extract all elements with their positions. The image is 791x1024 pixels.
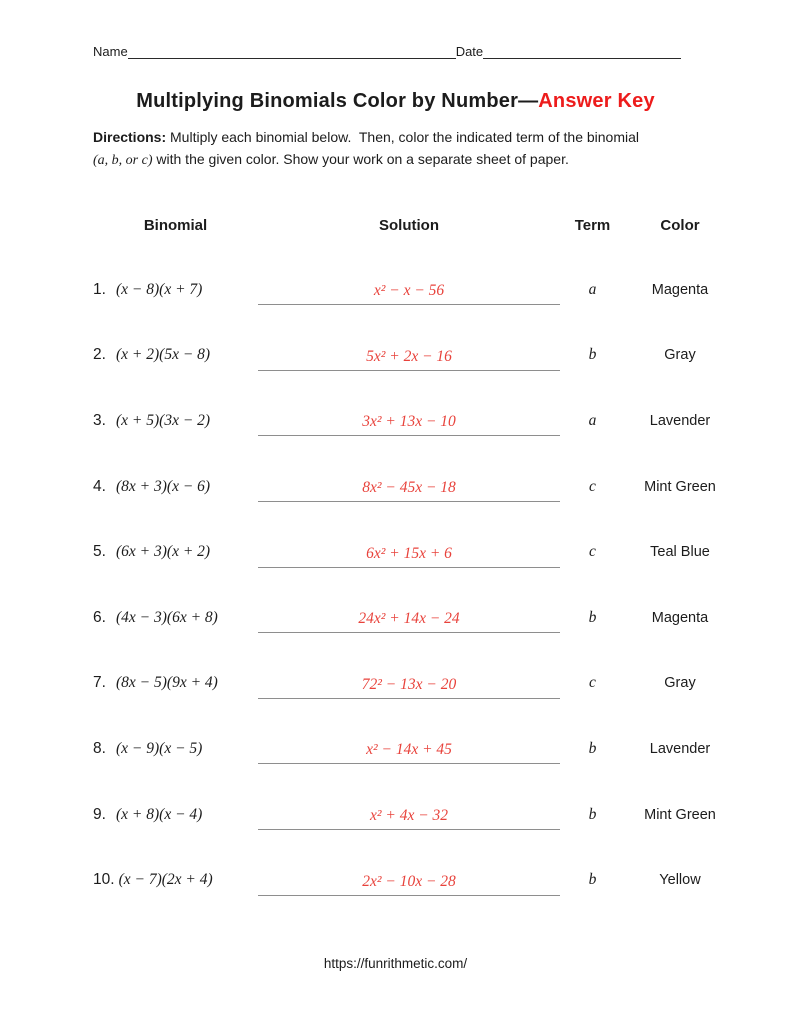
term-cell [560,281,625,299]
column-header-color: Color [660,217,700,234]
binomial-cell [93,740,258,758]
solution-answer: 5x² + 2x − 16 [366,347,452,365]
solution-blank-line[interactable] [258,479,560,502]
term-letter: a [588,280,597,298]
problem-number: 3. [93,411,106,429]
directions-text-2: with the given color. Show your work on a separate sheet of paper. [152,151,569,167]
term-letter: b [588,739,597,757]
name-date-row [93,44,690,59]
binomial-expression: (x − 8)(x + 7) [116,280,203,298]
term-cell [560,674,625,692]
term-cell [560,478,625,496]
binomial-expression: (x − 9)(x − 5) [116,739,203,757]
directions-line-1 [93,126,668,148]
term-cell [560,871,625,889]
color-name: Lavender [649,412,711,429]
directions-label: Directions: [93,129,167,145]
term-letter: b [588,608,597,626]
column-header-binomial: Binomial [143,217,208,234]
solution-blank-line[interactable] [258,348,560,371]
table-body [93,257,735,913]
binomial-cell [93,806,258,824]
problem-number: 6. [93,608,106,626]
solution-blank-line[interactable] [258,676,560,699]
directions [93,126,668,172]
term-letter: c [589,543,596,561]
color-name: Magenta [651,281,709,298]
term-letter: b [588,346,597,364]
problem-number: 9. [93,805,106,823]
binomial-expression: (x − 7)(2x + 4) [118,871,213,889]
binomial-cell [93,871,258,889]
problem-number: 2. [93,346,106,364]
table-row [93,651,735,717]
term-letter: c [589,477,596,495]
table-row [93,716,735,782]
problem-number: 7. [93,674,106,692]
table-row [93,257,735,323]
table-row [93,847,735,913]
title-answer-key-text: Answer Key [538,90,655,112]
solution-blank-line[interactable] [258,610,560,633]
problem-number: 1. [93,280,106,298]
date-label: Date [455,44,484,59]
directions-math-terms: (a, b, or c) [93,153,153,168]
solution-blank-line[interactable] [258,873,560,896]
solution-answer: 3x² + 13x − 10 [362,413,456,431]
table-row [93,454,735,520]
table-row [93,519,735,585]
solution-blank-line[interactable] [258,282,560,305]
solution-blank-line[interactable] [258,807,560,830]
binomial-expression: (4x − 3)(6x + 8) [116,608,218,626]
problem-number: 5. [93,543,106,561]
solution-answer: x² − x − 56 [373,282,445,300]
term-letter: a [588,411,597,429]
problem-number: 8. [93,739,106,757]
footer-url: https://funrithmetic.com/ [323,956,468,971]
solution-answer: x² + 4x − 32 [369,807,449,825]
binomial-cell [93,609,258,627]
color-name: Mint Green [644,806,716,823]
term-cell [560,346,625,364]
solution-answer: 24x² + 14x − 24 [358,610,460,628]
solution-answer: 8x² − 45x − 18 [362,479,456,497]
solution-blank-line[interactable] [258,413,560,436]
binomial-expression: (x + 8)(x − 4) [116,805,203,823]
solution-answer: 2x² − 10x − 28 [362,872,456,890]
binomial-cell [93,543,258,561]
directions-line-2 [93,148,668,172]
date-blank-line[interactable] [483,44,681,59]
term-letter: b [588,871,597,889]
term-cell [560,806,625,824]
solution-answer: 72² − 13x − 20 [361,675,457,693]
term-letter: c [589,674,596,692]
problem-number: 4. [93,477,106,495]
column-header-solution: Solution [379,217,439,234]
table-row [93,323,735,389]
color-name: Teal Blue [650,544,710,561]
table-row [93,388,735,454]
binomial-cell [93,412,258,430]
color-name: Magenta [651,609,709,626]
binomial-expression: (8x + 3)(x − 6) [116,477,211,495]
color-name: Gray [664,675,696,692]
term-cell [560,740,625,758]
binomial-expression: (6x + 3)(x + 2) [116,543,211,561]
name-blank-line[interactable] [128,44,456,59]
binomial-expression: (x + 5)(3x − 2) [116,411,211,429]
title-main-text: Multiplying Binomials Color by Number— [136,90,539,112]
term-letter: b [588,805,597,823]
term-cell [560,412,625,430]
solution-blank-line[interactable] [258,545,560,568]
binomial-cell [93,478,258,496]
binomial-cell [93,281,258,299]
color-name: Lavender [649,740,711,757]
directions-text-1: Multiply each binomial below. Then, color the indicated term of the binomial [166,129,640,145]
binomial-cell [93,674,258,692]
column-header-term: Term [574,217,611,234]
color-name: Gray [664,347,696,364]
solution-answer: x² − 14x + 45 [366,741,452,759]
table-row [93,782,735,848]
page-title [0,90,791,113]
color-name: Yellow [659,872,701,889]
problem-number: 10. [93,871,115,889]
solution-blank-line[interactable] [258,741,560,764]
color-name: Mint Green [644,478,716,495]
binomial-expression: (x + 2)(5x − 8) [116,346,211,364]
solution-answer: 6x² + 15x + 6 [366,544,452,562]
binomial-cell [93,346,258,364]
term-cell [560,543,625,561]
name-label: Name [93,44,128,59]
term-cell [560,609,625,627]
binomial-expression: (8x − 5)(9x + 4) [116,674,218,692]
table-row [93,585,735,651]
table-header-row [93,217,735,234]
